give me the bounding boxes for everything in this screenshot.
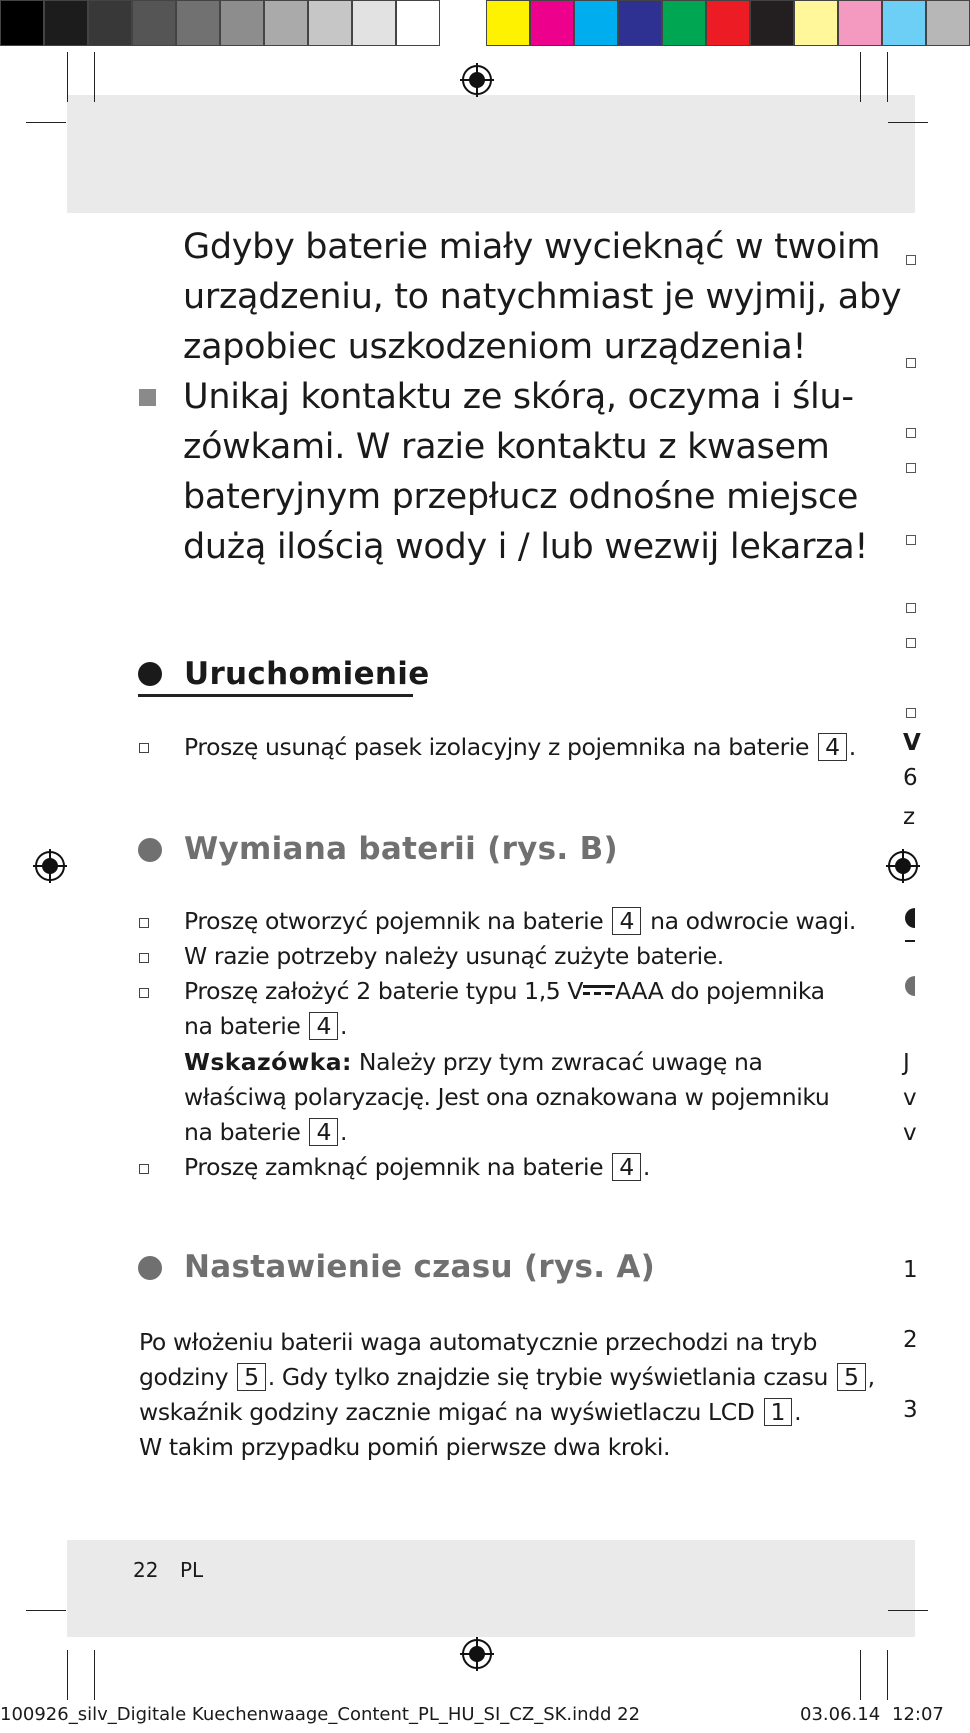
list-item: Proszę założyć 2 baterie typu 1,5 V AAA do pojemnika — [184, 977, 825, 1005]
note-line: na baterie 4 . — [184, 1118, 348, 1146]
checkbox-bullet-icon — [906, 463, 916, 473]
paragraph-line: godziny 5 . Gdy tylko znajdzie się trybie wyświetlania czasu 5 , — [139, 1363, 875, 1391]
registration-mark-icon — [460, 63, 494, 97]
header-band — [67, 95, 915, 213]
clipped-underline — [905, 940, 915, 942]
checkbox-bullet-icon — [906, 255, 916, 265]
crop-mark — [888, 122, 928, 123]
color-swatch — [352, 0, 396, 46]
clipped-heading-dot — [905, 908, 915, 928]
registration-mark-icon — [886, 849, 920, 883]
color-swatch — [220, 0, 264, 46]
ref-number: 4 — [309, 1118, 338, 1146]
list-item: Proszę zamknąć pojemnik na baterie 4 . — [184, 1153, 650, 1181]
clipped-text: J — [903, 1050, 910, 1076]
heading-bullet-icon — [138, 662, 162, 686]
intro-line: Gdyby baterie miały wycieknąć w twoim — [183, 227, 881, 267]
intro-line: bateryjnym przepłucz odnośne miejsce — [183, 477, 859, 517]
checkbox-bullet-icon — [139, 988, 149, 998]
checkbox-bullet-icon — [139, 743, 149, 753]
clipped-text: v — [903, 1085, 917, 1111]
section-heading-nastawienie-czasu: Nastawienie czasu (rys. A) — [184, 1249, 656, 1285]
heading-underline — [138, 694, 413, 697]
clipped-heading-dot — [905, 976, 915, 996]
crop-mark — [26, 1610, 66, 1611]
color-swatch — [926, 0, 970, 46]
note: Wskazówka: Należy przy tym zwracać uwagę na — [184, 1048, 763, 1076]
ref-number: 4 — [309, 1012, 338, 1040]
heading-bullet-icon — [138, 1256, 162, 1280]
bullet-square-icon — [139, 389, 156, 406]
list-item-continuation: na baterie 4 . — [184, 1012, 348, 1040]
intro-line: Unikaj kontaktu ze skórą, oczyma i ślu- — [183, 377, 854, 417]
color-swatch — [794, 0, 838, 46]
page-number: 22 — [133, 1558, 159, 1582]
paragraph-line: W takim przypadku pomiń pierwsze dwa kroki. — [139, 1433, 671, 1461]
crop-mark — [860, 52, 861, 102]
checkbox-bullet-icon — [906, 535, 916, 545]
crop-mark — [26, 122, 66, 123]
checkbox-bullet-icon — [906, 603, 916, 613]
list-item: Proszę usunąć pasek izolacyjny z pojemnika na baterie 4 . — [184, 733, 856, 761]
clipped-text: 1 — [903, 1257, 918, 1283]
language-code: PL — [180, 1558, 204, 1582]
clipped-text: v — [903, 1120, 917, 1146]
color-calibration-bar — [0, 0, 954, 48]
color-swatch — [264, 0, 308, 46]
crop-mark — [888, 1610, 928, 1611]
crop-mark — [94, 1650, 95, 1700]
checkbox-bullet-icon — [139, 953, 149, 963]
note-line: właściwą polaryzację. Jest ona oznakowana w pojemniku — [184, 1083, 830, 1111]
crop-mark — [67, 52, 68, 102]
footer-band — [67, 1540, 915, 1637]
intro-line: zówkami. W razie kontaktu z kwasem — [183, 427, 830, 467]
crop-mark — [860, 1650, 861, 1700]
color-swatch — [88, 0, 132, 46]
color-swatch — [838, 0, 882, 46]
color-swatch — [882, 0, 926, 46]
color-swatch — [308, 0, 352, 46]
crop-mark — [887, 1650, 888, 1700]
list-item: W razie potrzeby należy usunąć zużyte baterie. — [184, 942, 724, 970]
intro-line: urządzeniu, to natychmiast je wyjmij, aby — [183, 277, 902, 317]
ref-number: 5 — [237, 1363, 266, 1391]
checkbox-bullet-icon — [906, 428, 916, 438]
section-heading-wymiana-baterii: Wymiana baterii (rys. B) — [184, 831, 618, 867]
ref-number: 4 — [612, 1153, 641, 1181]
intro-line: dużą ilością wody i / lub wezwij lekarza! — [183, 527, 869, 567]
slug-date: 03.06.14 — [800, 1704, 881, 1725]
ref-number: 4 — [818, 733, 847, 761]
color-swatch — [486, 0, 530, 46]
clipped-text: z — [903, 804, 916, 830]
checkbox-bullet-icon — [906, 638, 916, 648]
clipped-text: V — [903, 730, 921, 756]
checkbox-bullet-icon — [139, 1164, 149, 1174]
color-swatch — [574, 0, 618, 46]
intro-line: zapobiec uszkodzeniom urządzenia! — [183, 327, 807, 367]
color-swatch — [396, 0, 440, 46]
ref-number: 1 — [764, 1398, 793, 1426]
crop-mark — [94, 52, 95, 102]
list-item: Proszę otworzyć pojemnik na baterie 4 na odwrocie wagi. — [184, 907, 856, 935]
registration-mark-icon — [460, 1637, 494, 1671]
color-swatch — [44, 0, 88, 46]
note-label: Wskazówka: — [184, 1048, 352, 1076]
file-slug: 100926_silv_Digitale Kuechenwaage_Content_PL_HU_SI_CZ_SK.indd 22 — [0, 1704, 641, 1725]
checkbox-bullet-icon — [906, 708, 916, 718]
color-swatch — [176, 0, 220, 46]
paragraph-line: Po włożeniu baterii waga automatycznie przechodzi na tryb — [139, 1328, 818, 1356]
heading-bullet-icon — [138, 838, 162, 862]
registration-mark-icon — [33, 849, 67, 883]
checkbox-bullet-icon — [906, 358, 916, 368]
paragraph-line: wskaźnik godziny zacznie migać na wyświetlaczu LCD 1 . — [139, 1398, 802, 1426]
color-swatch — [618, 0, 662, 46]
section-heading-uruchomienie: Uruchomienie — [184, 656, 430, 692]
clipped-text: 3 — [903, 1397, 918, 1423]
crop-mark — [67, 1650, 68, 1700]
crop-mark — [887, 52, 888, 102]
color-swatch — [750, 0, 794, 46]
ref-number: 4 — [612, 907, 641, 935]
dc-symbol-icon — [583, 983, 615, 997]
color-swatch — [530, 0, 574, 46]
color-swatch — [706, 0, 750, 46]
ref-number: 5 — [837, 1363, 866, 1391]
color-swatch — [0, 0, 44, 46]
color-swatch — [132, 0, 176, 46]
clipped-text: 6 — [903, 765, 918, 791]
color-swatch — [662, 0, 706, 46]
checkbox-bullet-icon — [139, 918, 149, 928]
slug-time: 12:07 — [892, 1704, 944, 1725]
clipped-text: 2 — [903, 1327, 918, 1353]
